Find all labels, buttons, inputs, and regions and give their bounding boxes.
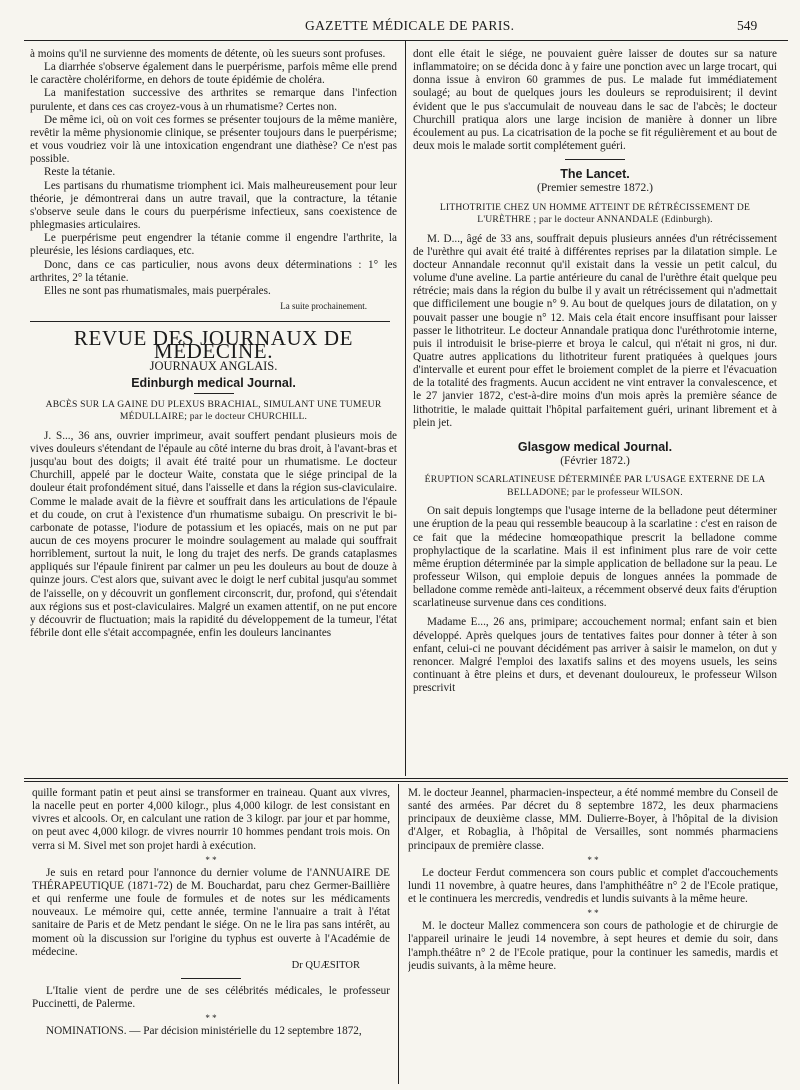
small-rule (194, 393, 234, 394)
article-heading: ABCÈS SUR LA GAINE DU PLEXUS BRACHIAL, SIMULANT UNE TUMEUR MÉDULLAIRE; par le docteur CHURCHILL. (45, 398, 382, 423)
paragraph: M. le docteur Mallez commencera son cours de pathologie et de chirurgie de l'appareil urinaire le jeudi 14 novembre, à sept heures et demie du soir, dans l'amph.théâtre n° 2 de l'Ecole pratique, pour la continuer les samedis, mardis et jeudis suivants, à la même heure. (408, 920, 778, 972)
paragraph: Je suis en retard pour l'annonce du dernier volume de l'ANNUAIRE DE THÉRAPEUTIQUE (1871-72) de M. Bouchardat, paru chez Germer-Baillière et qui renferme une foule de formules et de notes sur les médicaments nouveaux. Le mémoire qui, cette année, termine l'annuaire a trait à l'état sanitaire de Paris et de Metz pendant le siége. On ne le lira pas sans intérêt, au moment où la discussion sur l'origine du typhus est ouverte à l'Académie de médecine. (32, 866, 390, 958)
small-rule (181, 978, 241, 979)
paragraph: Les partisans du rhumatisme triomphent ici. Mais malheureusement pour leur théorie, je démontrerai dans un autre travail, que la contracture, la tétanie s'observe seule dans le cours du puerpérisme infectieux, sans coexistence de phlegmasies articulaires. (30, 179, 397, 232)
article-body: M. D..., âgé de 33 ans, souffrait depuis plusieurs années d'un rétrécissement de l'urèthre qui avait été traité à différentes reprises par la dilatation simple. Le docteur Annandale reconnut qu'il existait dans la vessie un petit calcul, du volume d'une aveline. La partie antérieure du canal de l'urèthre était quelque peu rétrécie; mais dans la région du bulbe il y avait un rétrécissement qui n'admettait que difficilement une bougie n° 9. Au bout de quelques jours de dilatation, on y pouvait passer une bougie n° 12. Mais cela était encore insuffisant pour laisser passer le lithotriteur. Le docteur Annandale pratiqua donc l'uréthrotomie interne, puis il introduisit le brise-pierre et broya le calcul, qui n'était ni gros, ni dur. Quatre autres applications du lithotriteur furent pratiquées à quelques jours d'intervalle et eurent pour effet le broiement complet de la pierre et l'évacuation de la totalité des fragments. Aucun accident ne vint entraver la convalescence, et le 27 janvier 1872, c'est-à-dire moins d'un mois après la première séance de lithotritie, le malade quittait l'hôpital parfaitement guéri, urinant librement et à plein jet. (413, 232, 777, 429)
paragraph: Donc, dans ce cas particulier, nous avons deux déterminations : 1° les arthrites, 2° la tétanie. (30, 258, 397, 284)
paragraph: à moins qu'il ne survienne des moments de détente, où les sueurs sont profuses. (30, 48, 386, 60)
paragraph: Reste la tétanie. (44, 166, 116, 179)
bottom-right-column (408, 787, 778, 1087)
journal-date: (Premier semestre 1872.) (537, 182, 653, 195)
page-number: 549 (737, 18, 758, 33)
signature: Dr QUÆSITOR (291, 959, 360, 971)
paragraph: De même ici, où on voit ces formes se présenter toujours de la même manière, revêtir la même physionomie clinique, se présenter toujours dans le puerpérisme; et vous voudriez voir là une intoxication engendrant une diathèse? Ce n'est pas possible. (30, 113, 397, 166)
left-column (30, 48, 397, 776)
paragraph: L'Italie vient de perdre une de ses célébrités médicales, le professeur Puccinetti, de Palerme. (32, 985, 390, 1011)
section-title: REVUE DES JOURNAUX DE MÉDECINE. (73, 326, 354, 364)
paragraph: dont elle était le siége, ne pouvaient guère laisser de doutes sur sa nature inflammatoire; on se décida donc à y faire une ponction avec un large trocart, qui donna issue à environ 60 grammes de pus. Le malade fut immédiatement soulagé; au bout de quelques jours les douleurs se reproduisirent; il devint évident que le pus s'accumulait de nouveau dans le sac de l'abcès; le docteur Churchill pratiqua alors une large incision de manière à donner un libre écoulement au pus. La cicatrisation de la poche se fit régulièrement et au bout de deux mois le malade sortit complétement guéri. (413, 48, 777, 153)
paragraph: La diarrhée s'observe également dans le puerpérisme, parfois même elle prend le caractère cholériforme, en dehors de toute épidémie de choléra. (30, 61, 397, 87)
column-divider-top (405, 41, 406, 776)
page-header (0, 0, 800, 34)
separator-stars: * * (205, 854, 217, 865)
section-separator (24, 778, 788, 779)
paragraph: M. le docteur Jeannel, pharmacien-inspecteur, a été nommé membre du Conseil de santé des armées. Par décret du 8 septembre 1872, les deux pharmaciens principaux de deuxième classe, MM. Dulierre-Boyer, à l'hôpital de la division d'Alger, et Robaglia, à l'hôpital de Versailles, sont nommés pharmaciens principaux de première classe. (408, 787, 778, 852)
paragraph: Elles ne sont pas rhumatismales, mais puerpérales. (44, 284, 271, 297)
column-divider-bottom (398, 784, 399, 1084)
bottom-left-column (32, 787, 390, 1087)
paragraph: quille formant patin et peut ainsi se transformer en traineau. Quant aux vivres, la nacelle peut en porter 4,000 kilogr., plus 4,000 kilogr. de lest consistant en vivres et alcools. Or, en calculant une ration de 3 kilogr. par jour et par homme, on peut avec 4,000 kilogr. de vivres nourrir 10 hommes pendant trois mois. On verra si M. Sivel met son projet hardi à exécution. (32, 787, 390, 852)
right-column (413, 48, 777, 776)
section-separator (24, 781, 788, 782)
continuation-note: La suite prochainement. (280, 300, 367, 311)
header-rule (24, 40, 788, 41)
paragraph: Le docteur Ferdut commencera son cours public et complet d'accouchements lundi 11 novembre, à quatre heures, dans l'amphithéâtre n° 2 de l'Ecole pratique, et le continuera les mercredis, vendredis et lundis suivants à la même heure. (408, 866, 778, 906)
journal-date: (Février 1872.) (560, 455, 630, 468)
separator-stars: * * (587, 908, 599, 919)
separator-stars: * * (587, 854, 599, 865)
journal-name: The Lancet. (560, 167, 630, 182)
section-subtitle: JOURNAUX ANGLAIS. (149, 359, 278, 374)
small-rule (565, 159, 625, 160)
section-rule (30, 321, 390, 322)
paragraph: NOMINATIONS. — Par décision ministérielle du 12 septembre 1872, (46, 1025, 362, 1038)
journal-name: Glasgow medical Journal. (517, 439, 673, 454)
paragraph: La manifestation successive des arthrites se remarque dans l'infection purulente, et dans ces cas croyez-vous à un rhumatisme? Certes non. (30, 87, 397, 113)
article-heading: LITHOTRITIE CHEZ UN HOMME ATTEINT DE RÉTRÉCISSEMENT DE L'URÈTHRE ; par le docteur ANNANDALE (Edinburgh). (439, 201, 751, 226)
masthead: GAZETTE MÉDICALE DE PARIS. (305, 18, 515, 33)
separator-stars: * * (205, 1013, 217, 1024)
paragraph: Le puerpérisme peut engendrer la tétanie comme il engendre l'arthrite, la pleurésie, les lésions cardiaques, etc. (30, 232, 397, 258)
article-body: On sait depuis longtemps que l'usage interne de la belladone peut déterminer une éruption de la peau qui ressemble beaucoup à la scarlatine : c'est en raison de ce fait que la médecine homœopathique prescrit la belladone comme prophylactique de la scarlatine. Mais il est infiniment plus rare de voir cette même éruption déterminée par la simple application de belladone sur la peau. Le professeur Wilson, qui emploie depuis de longues années la pommade de belladone comme remède anti-laiteux, a récemment observé deux faits d'éruption scarlatineuse survenue dans ces conditions. (413, 505, 777, 610)
journal-name: Edinburgh medical Journal. (131, 375, 296, 390)
article-body: J. S..., 36 ans, ouvrier imprimeur, avait souffert pendant plusieurs mois de vives douleurs s'étendant de l'épaule au côté interne du bras droit, à l'avant-bras et jusqu'au bout des doigts; il avait été traité pour un rhumatisme. Le docteur Churchill, appelé par le docteur Waite, constata que le siége principal de la douleur était profondément situé, dans l'aisselle et dans la région sus-claviculaire. Comme le malade avait de la fièvre et souffrait dans les articulations de l'épaule et du coude, on crut à l'existence d'un rhumatisme subaigu. On prescrivit le bi-carbonate de potasse, l'iodure de potassium et les opiacés, mais on ne put par aucun de ces moyens procurer le moindre soulagement au malade qui souffrait horriblement, surtout la nuit, le long du trajet des nerfs. De grands cataplasmes appliqués sur l'épaule finirent par calmer un peu les douleurs au bout de douze à quinze jours. C'est alors que, suivant avec le doigt le nerf cubital jusqu'au sommet de l'aisselle, on y découvrit un gonflement circonscrit, dur, profond, qui s'étendait aux régions sus et post-claviculaires. Malgré un examen attentif, on ne put encore y découvrir de fluctuation; mais la rapidité du développement de la tumeur, l'état fébrile dont elle s'était accompagnée, enfin les douleurs lancinantes (30, 429, 397, 640)
article-heading: ÉRUPTION SCARLATINEUSE DÉTERMINÉE PAR L'USAGE EXTERNE DE LA BELLADONE; par le professeur WILSON. (424, 474, 766, 498)
article-body: Madame E..., 26 ans, primipare; accouchement normal; enfant sain et bien développé. Après quelques jours de tentatives faites pour donner à téter à son enfant, celui-ci ne pouvant décidément pas arriver à saisir le mamelon, on dut y renoncer. Malgré l'emploi des laxatifs salins et des moyens usuels, les seins continuant à être pleins et durs, et devenant douloureux, le professeur Wilson prescrivit (413, 616, 777, 695)
